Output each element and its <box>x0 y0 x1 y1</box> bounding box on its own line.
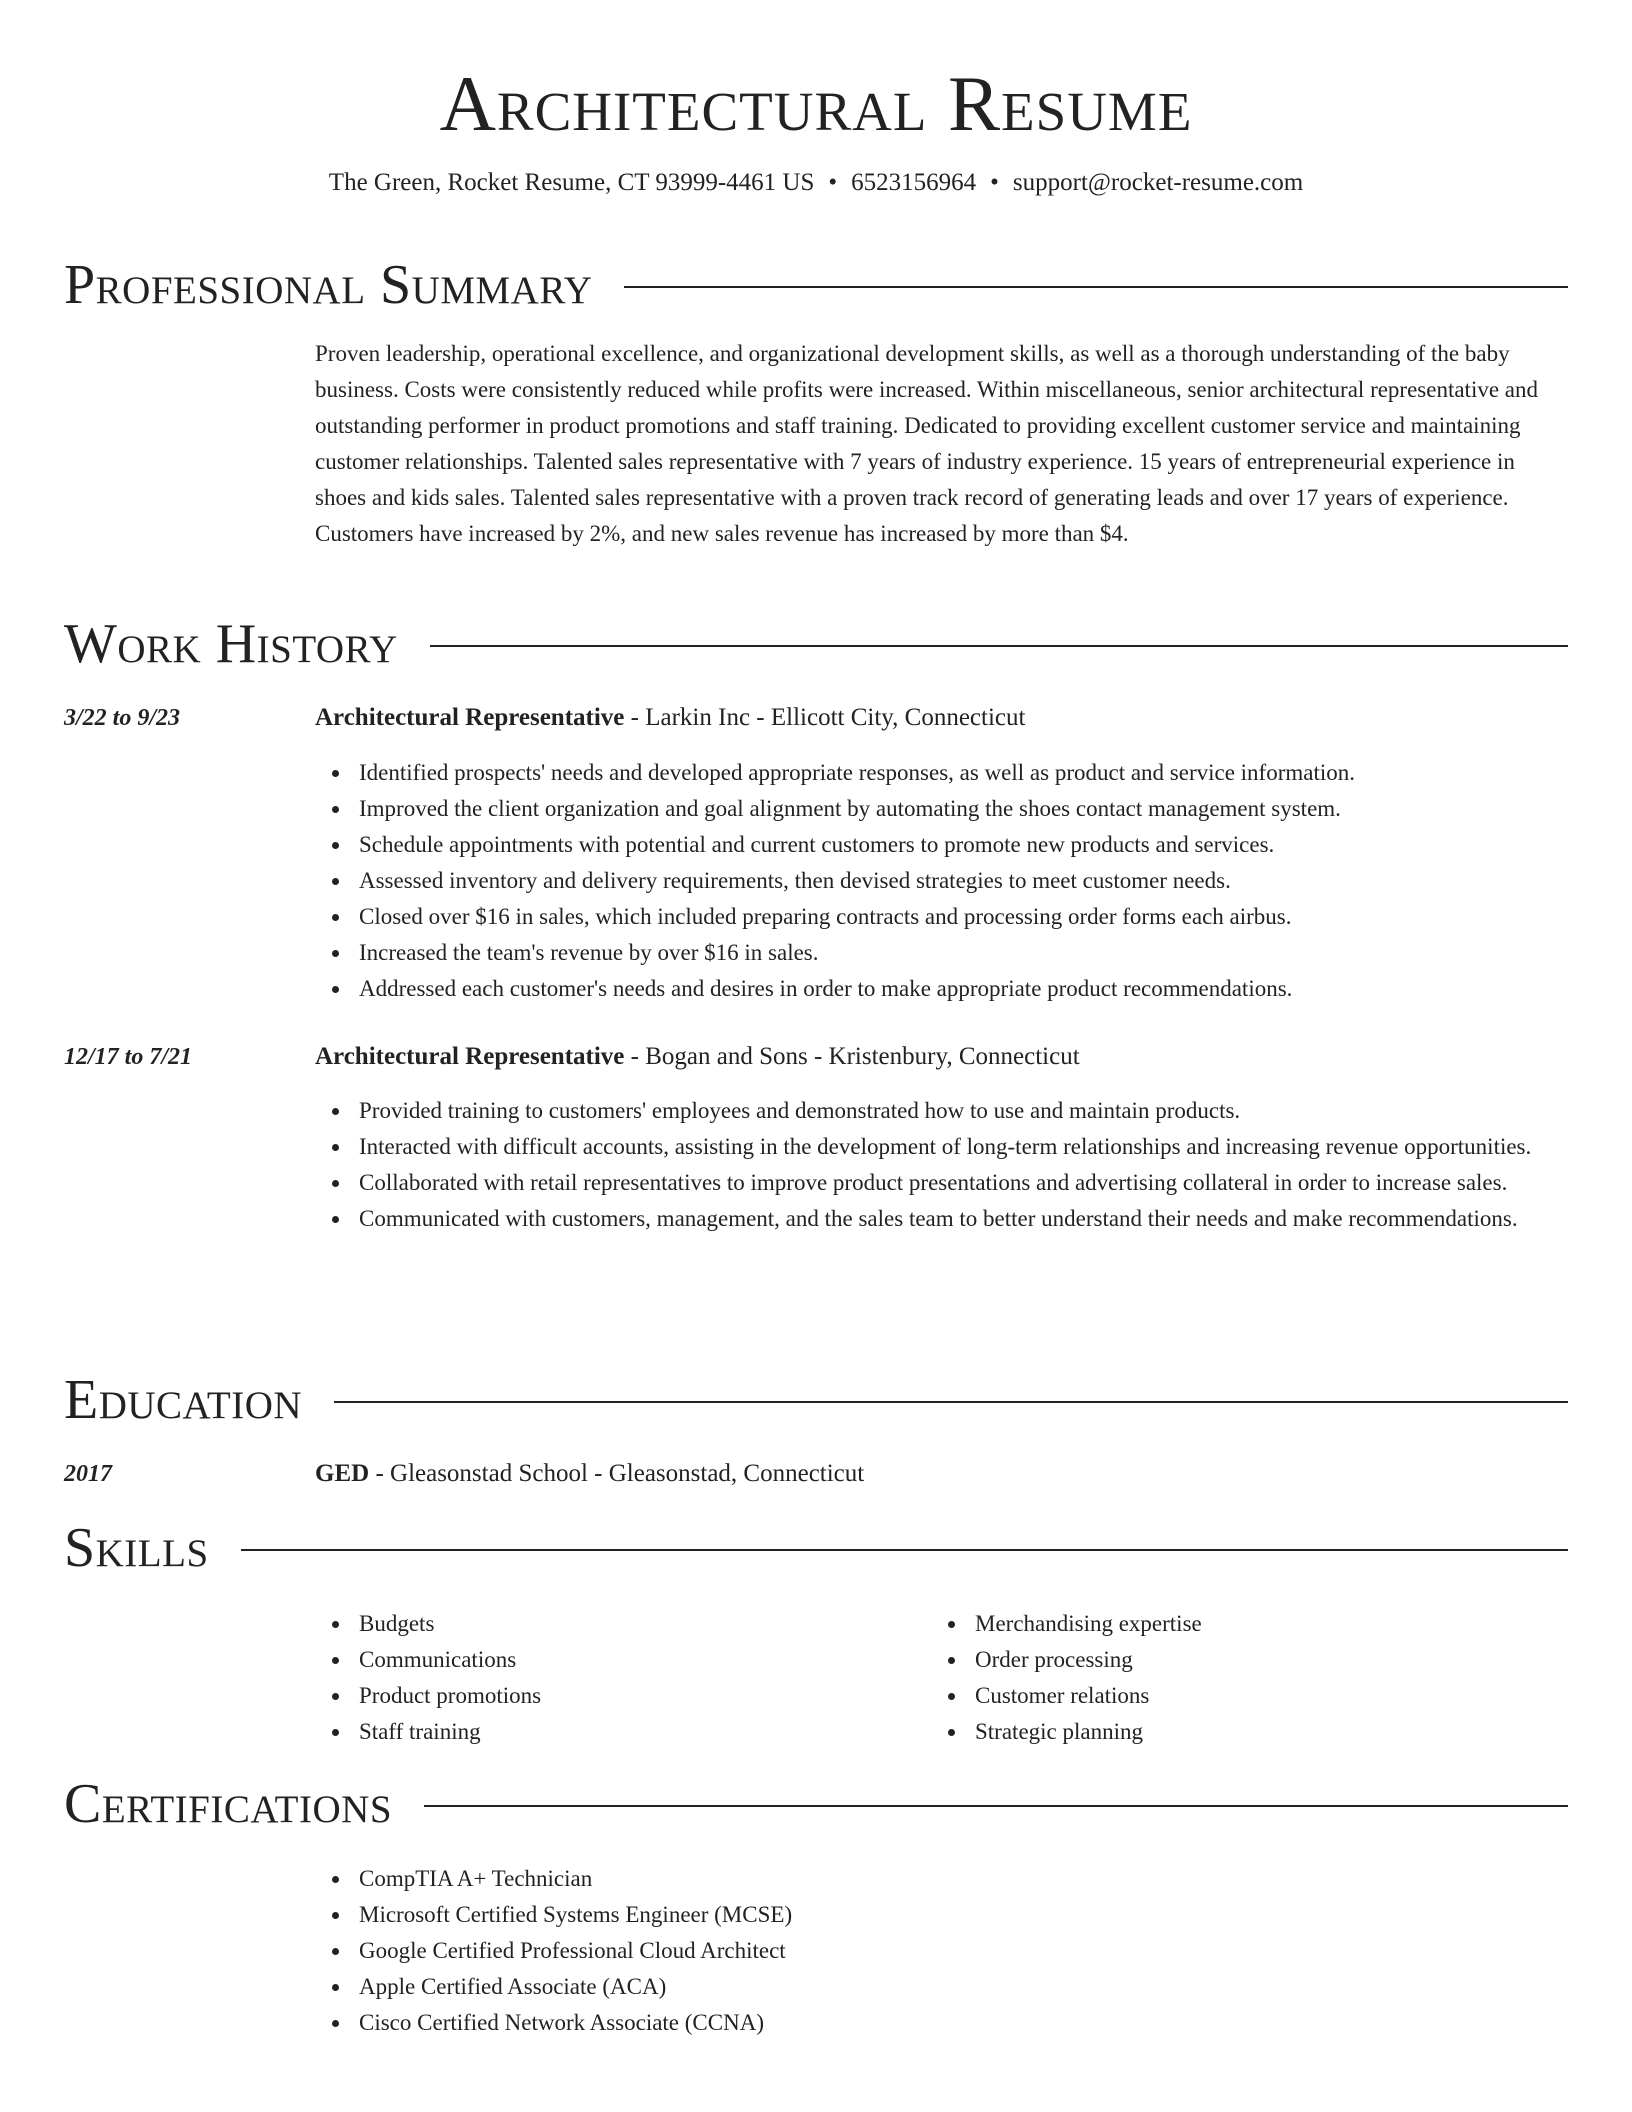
job-dates: 3/22 to 9/23 <box>64 705 181 731</box>
contact-email: support@rocket-resume.com <box>1012 169 1304 196</box>
certification-item: Google Certified Professional Cloud Architect <box>359 1933 1613 1969</box>
section-title: Skills <box>64 1517 209 1579</box>
section-divider <box>334 1401 1568 1403</box>
section-header-certifications <box>64 1774 1568 1834</box>
contact-address: The Green, Rocket Resume, CT 93999-4461 US <box>328 169 815 196</box>
skill-item: Product promotions <box>359 1678 1613 1714</box>
certification-item: Cisco Certified Network Associate (CCNA) <box>359 2005 1613 2041</box>
certification-item: Apple Certified Associate (ACA) <box>359 1969 1613 2005</box>
section-divider <box>624 286 1568 288</box>
contact-phone: 6523156964 <box>851 169 977 196</box>
job-title: Architectural Representative <box>315 704 625 731</box>
list-item: Addressed each customer's needs and desires in order to make appropriate product recommendations. <box>359 971 1613 1007</box>
list-item: Increased the team's revenue by over $16 in sales. <box>359 935 1613 971</box>
list-item: Identified prospects' needs and developed appropriate responses, as well as product and service information. <box>359 755 1613 791</box>
section-header-skills <box>64 1518 1568 1578</box>
section-header-education <box>64 1370 1568 1430</box>
section-divider <box>241 1549 1568 1551</box>
list-item: Schedule appointments with potential and current customers to promote new products and services. <box>359 827 1613 863</box>
list-item: Collaborated with retail representatives to improve product presentations and advertising collateral in order to increase sales. <box>359 1165 1613 1201</box>
section-header-work-history <box>64 614 1568 674</box>
job-details: - Bogan and Sons - Kristenbury, Connecticut <box>624 1043 1080 1070</box>
resume-name: Architectural Resume <box>439 60 1193 147</box>
skill-item: Communications <box>359 1642 1613 1678</box>
list-item: Improved the client organization and goal alignment by automating the shoes contact management system. <box>359 791 1613 827</box>
contact-separator: • <box>828 169 838 196</box>
list-item: Provided training to customers' employees and demonstrated how to use and maintain products. <box>359 1093 1613 1129</box>
skill-item: Strategic planning <box>975 1714 1632 1750</box>
section-title: Certifications <box>64 1773 393 1835</box>
education-heading <box>315 1456 1569 1492</box>
skill-item: Budgets <box>359 1606 1613 1642</box>
contact-separator: • <box>990 169 999 196</box>
job-bullets <box>315 1093 1613 1237</box>
certification-item: Microsoft Certified Systems Engineer (MCSE) <box>359 1897 1613 1933</box>
section-title: Education <box>64 1369 303 1431</box>
section-title: Work History <box>64 613 398 675</box>
skill-item: Merchandising expertise <box>975 1606 1632 1642</box>
job-dates: 12/17 to 7/21 <box>64 1044 193 1070</box>
list-item: Assessed inventory and delivery requirements, then devised strategies to meet customer needs. <box>359 863 1613 899</box>
section-divider <box>424 1805 1568 1807</box>
section-header-summary <box>64 255 1568 315</box>
job-details: - Larkin Inc - Ellicott City, Connecticut <box>624 704 1026 731</box>
section-divider <box>430 645 1568 647</box>
summary-text: Proven leadership, operational excellence, and organizational development skills, as well as a thorough understanding of the baby business. Costs were consistently reduced while profits were increased. Within miscellaneous, senior architectural representative and outstanding performer in product promotions and staff training. Dedicated to providing excellent customer service and maintaining customer relationships. Talented sales representative with 7 years of industry experience. 15 years of entrepreneurial experience in shoes and kids sales. Talented sales representative with a proven track record of generating leads and over 17 years of experience. Customers have increased by 2%, and new sales revenue has increased by more than $4. <box>315 341 1539 546</box>
contact-line <box>0 168 1632 198</box>
job-heading <box>315 700 1569 736</box>
education-degree: GED <box>315 1460 370 1487</box>
skill-item: Staff training <box>359 1714 1613 1750</box>
certification-item: CompTIA A+ Technician <box>359 1861 1613 1897</box>
list-item: Interacted with difficult accounts, assisting in the development of long-term relationships and increasing revenue opportunities. <box>359 1129 1613 1165</box>
job-heading <box>315 1039 1569 1075</box>
certifications-list <box>315 1861 1613 2041</box>
job-bullets <box>315 755 1613 1007</box>
section-title: Professional Summary <box>64 254 593 316</box>
job-title: Architectural Representative <box>315 1043 625 1070</box>
skill-item: Order processing <box>975 1642 1632 1678</box>
list-item: Closed over $16 in sales, which included preparing contracts and processing order forms each airbus. <box>359 899 1613 935</box>
skills-list-right <box>931 1606 1632 1750</box>
education-year: 2017 <box>64 1461 112 1487</box>
education-details: - Gleasonstad School - Gleasonstad, Connecticut <box>369 1460 865 1487</box>
skill-item: Customer relations <box>975 1678 1632 1714</box>
list-item: Communicated with customers, management, and the sales team to better understand their needs and make recommendations. <box>359 1201 1613 1237</box>
